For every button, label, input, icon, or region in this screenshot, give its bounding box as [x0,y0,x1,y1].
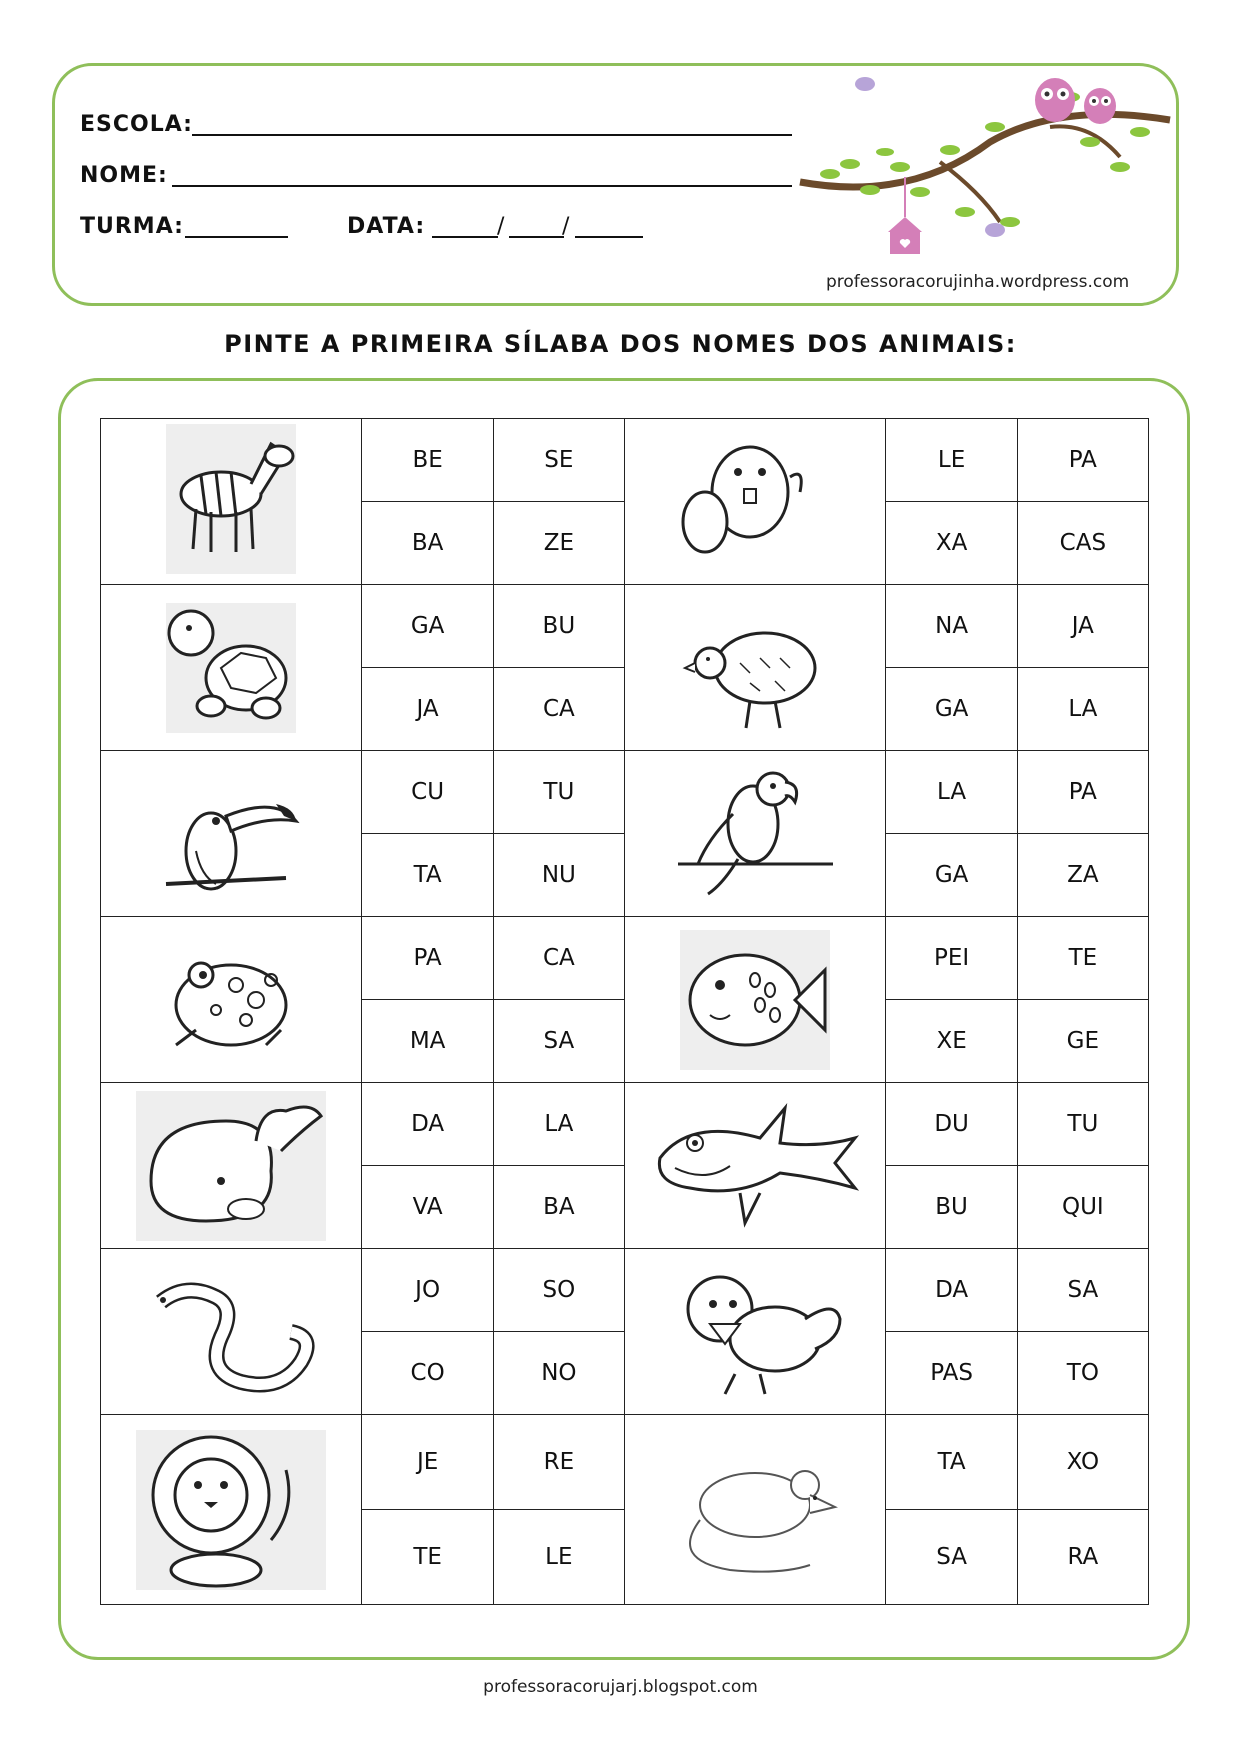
syllable-cell[interactable]: TU [1017,1083,1148,1166]
syllable-cell[interactable]: GA [886,834,1017,917]
syllable-cell[interactable]: JE [362,1415,493,1510]
table-row [101,419,1149,502]
syllable-table [100,418,1149,1605]
syllable-cell[interactable]: RE [493,1415,624,1510]
syllable-cell[interactable]: PA [362,917,493,1000]
syllable-cell[interactable]: JA [362,668,493,751]
syllable-cell[interactable]: LE [886,419,1017,502]
date-label: DATA: [347,214,426,239]
snake-icon [141,1262,321,1402]
syllable-cell[interactable]: TA [362,834,493,917]
syllable-cell[interactable]: TE [362,1510,493,1605]
syllable-cell[interactable]: NO [493,1332,624,1415]
syllable-cell[interactable]: MA [362,1000,493,1083]
animal-picture-cell [101,917,362,1083]
table-row [101,1415,1149,1510]
beaver-icon [680,427,830,577]
syllable-cell[interactable]: GE [1017,1000,1148,1083]
animal-picture-cell [624,585,885,751]
bird-icon [665,1259,845,1404]
syllable-cell[interactable]: CA [493,668,624,751]
syllable-cell[interactable]: SA [1017,1249,1148,1332]
table-row [101,1249,1149,1332]
date-day-line[interactable] [432,236,498,238]
syllable-cell[interactable]: CAS [1017,502,1148,585]
syllable-cell[interactable]: XA [886,502,1017,585]
syllable-cell[interactable]: TU [493,751,624,834]
mouse-icon [670,1440,840,1580]
syllable-cell[interactable]: SE [493,419,624,502]
syllable-cell[interactable]: SA [886,1510,1017,1605]
frog-icon [156,935,306,1065]
syllable-cell[interactable]: XE [886,1000,1017,1083]
toucan-icon [156,766,306,901]
class-label: TURMA: [80,214,184,239]
syllable-cell[interactable]: ZA [1017,834,1148,917]
syllable-cell[interactable]: RA [1017,1510,1148,1605]
syllable-cell[interactable]: LA [493,1083,624,1166]
hen-icon [680,603,830,733]
fish-icon [680,930,830,1070]
date-year-line[interactable] [575,236,643,238]
class-line[interactable] [185,236,288,238]
parrot-icon [673,764,838,904]
animal-picture-cell [624,917,885,1083]
animal-picture-cell [624,1249,885,1415]
syllable-cell[interactable]: CU [362,751,493,834]
syllable-cell[interactable]: BA [493,1166,624,1249]
syllable-cell[interactable]: BU [493,585,624,668]
lion-icon [136,1430,326,1590]
table-row [101,751,1149,834]
name-label: NOME: [80,163,168,188]
syllable-cell[interactable]: SO [493,1249,624,1332]
syllable-cell[interactable]: CA [493,917,624,1000]
zebra-icon [161,424,301,579]
syllable-cell[interactable]: ZE [493,502,624,585]
animal-picture-cell [101,751,362,917]
animal-picture-cell [101,1083,362,1249]
syllable-cell[interactable]: VA [362,1166,493,1249]
turtle-icon [161,598,301,738]
syllable-cell[interactable]: QUI [1017,1166,1148,1249]
animal-picture-cell [101,1249,362,1415]
syllable-cell[interactable]: NU [493,834,624,917]
syllable-cell[interactable]: BE [362,419,493,502]
syllable-cell[interactable]: PAS [886,1332,1017,1415]
syllable-cell[interactable]: PA [1017,419,1148,502]
syllable-cell[interactable]: BA [362,502,493,585]
instruction-title: PINTE A PRIMEIRA SÍLABA DOS NOMES DOS ANIMAIS: [224,330,1017,358]
date-month-line[interactable] [509,236,564,238]
syllable-cell[interactable]: PEI [886,917,1017,1000]
footer-website: professoracorujarj.blogspot.com [483,1677,758,1697]
syllable-cell[interactable]: NA [886,585,1017,668]
whale-icon [136,1091,326,1241]
header-website: professoracorujinha.wordpress.com [826,272,1130,292]
animal-picture-cell [624,751,885,917]
syllable-cell[interactable]: LE [493,1510,624,1605]
syllable-cell[interactable]: JO [362,1249,493,1332]
date-separator-1: / [497,214,506,239]
syllable-cell[interactable]: XO [1017,1415,1148,1510]
syllable-cell[interactable]: JA [1017,585,1148,668]
animal-picture-cell [624,419,885,585]
syllable-cell[interactable]: TA [886,1415,1017,1510]
animal-picture-cell [101,585,362,751]
syllable-cell[interactable]: DA [886,1249,1017,1332]
owls-branch-icon [790,72,1180,267]
animal-picture-cell [624,1415,885,1605]
syllable-cell[interactable]: GA [362,585,493,668]
syllable-cell[interactable]: LA [886,751,1017,834]
syllable-cell[interactable]: LA [1017,668,1148,751]
animal-picture-cell [101,419,362,585]
table-row [101,585,1149,668]
syllable-cell[interactable]: TE [1017,917,1148,1000]
syllable-cell[interactable]: SA [493,1000,624,1083]
date-separator-2: / [562,214,571,239]
name-line[interactable] [172,185,792,187]
school-label: ESCOLA: [80,112,193,137]
syllable-cell[interactable]: CO [362,1332,493,1415]
syllable-cell[interactable]: DA [362,1083,493,1166]
table-row [101,917,1149,1000]
shark-icon [650,1098,860,1233]
animal-picture-cell [624,1083,885,1249]
syllable-cell[interactable]: GA [886,668,1017,751]
syllable-cell[interactable]: BU [886,1166,1017,1249]
syllable-cell[interactable]: DU [886,1083,1017,1166]
animal-picture-cell [101,1415,362,1605]
syllable-cell[interactable]: TO [1017,1332,1148,1415]
syllable-cell[interactable]: PA [1017,751,1148,834]
table-row [101,1083,1149,1166]
school-line[interactable] [192,134,792,136]
